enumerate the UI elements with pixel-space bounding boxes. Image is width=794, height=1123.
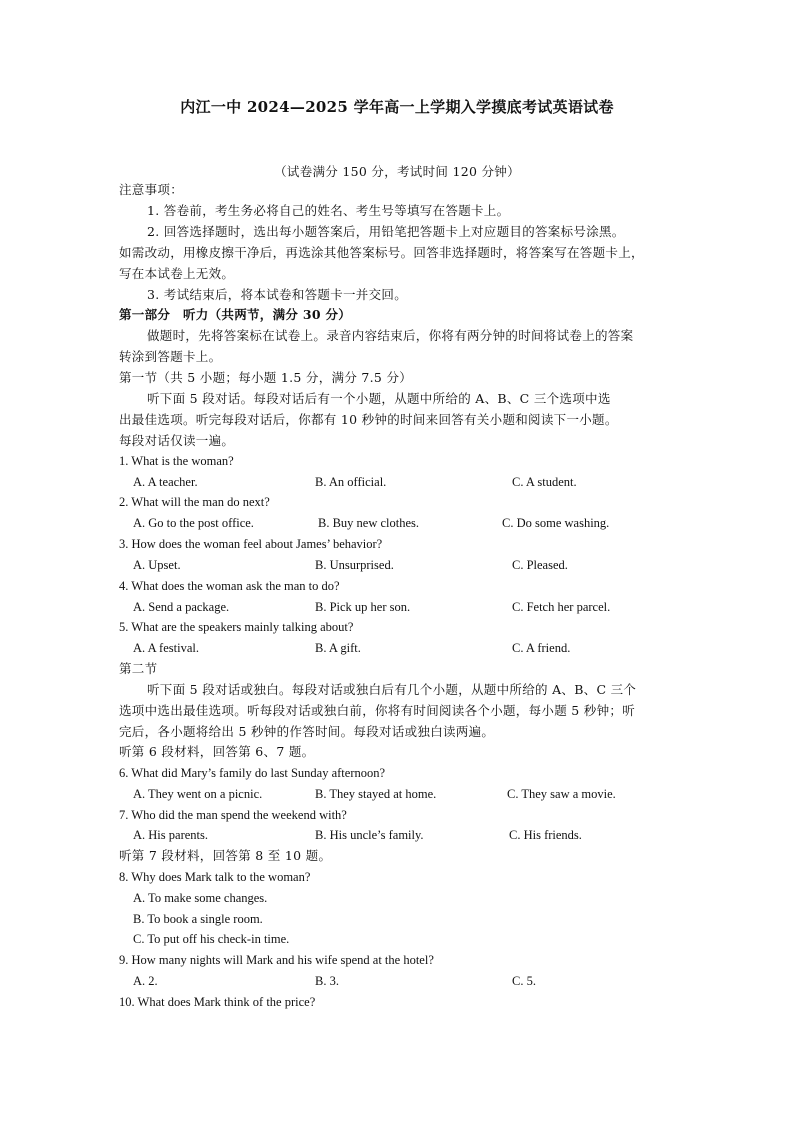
question-7: 7. Who did the man spend the weekend with? (119, 808, 347, 822)
question-3: 3. How does the woman feel about James’ behavior? (119, 537, 383, 551)
material-6-note: 听第 6 段材料，回答第 6、7 题。 (119, 744, 315, 759)
section1-instruction-line-2: 出最佳选项。听完每段对话后，你都有 10 秒钟的时间来回答有关小题和阅读下一小题。 (119, 412, 618, 427)
section1-instruction-line-3: 每段对话仅读一遍。 (119, 433, 235, 448)
question-2-option-a: A. Go to the post office. (133, 516, 254, 530)
part1-instruction-line-2: 转涂到答题卡上。 (119, 349, 222, 364)
part1-instruction-line-1: 做题时，先将答案标在试卷上。录音内容结束后，你将有两分钟的时间将试卷上的答案 (147, 328, 634, 343)
section2-instruction-line-3: 完后，各小题将给出 5 秒钟的作答时间。每段对话或独白读两遍。 (119, 724, 495, 739)
question-2-option-b: B. Buy new clothes. (318, 516, 420, 530)
question-2: 2. What will the man do next? (119, 495, 270, 509)
question-7-option-a: A. His parents. (133, 828, 208, 842)
question-4: 4. What does the woman ask the man to do? (119, 579, 340, 593)
question-10: 10. What does Mark think of the price? (119, 995, 316, 1009)
notice-item-3: 3. 考试结束后，将本试卷和答题卡一并交回。 (147, 287, 408, 302)
question-6-option-c: C. They saw a movie. (507, 787, 616, 801)
question-9-option-a: A. 2. (133, 974, 158, 988)
question-4-option-b: B. Pick up her son. (315, 600, 411, 614)
question-5: 5. What are the speakers mainly talking about? (119, 620, 354, 634)
question-9-option-c: C. 5. (512, 974, 536, 988)
question-7-option-c: C. His friends. (509, 828, 582, 842)
question-3-option-c: C. Pleased. (512, 558, 568, 572)
question-4-option-a: A. Send a package. (133, 600, 230, 614)
question-7-option-b: B. His uncle’s family. (315, 828, 424, 842)
question-1-option-c: C. A student. (512, 475, 577, 489)
question-1-option-a: A. A teacher. (133, 475, 198, 489)
section1-heading: 第一节（共 5 小题；每小题 1.5 分，满分 7.5 分） (119, 370, 413, 385)
question-9-option-b: B. 3. (315, 974, 339, 988)
question-1-option-b: B. An official. (315, 475, 387, 489)
question-8-option-b: B. To book a single room. (133, 912, 263, 926)
question-2-option-c: C. Do some washing. (502, 516, 610, 530)
question-5-option-a: A. A festival. (133, 641, 199, 655)
question-5-option-b: B. A gift. (315, 641, 361, 655)
notice-item-2-line-1: 2. 回答选择题时，选出每小题答案后，用铅笔把答题卡上对应题目的答案标号涂黑。 (147, 224, 625, 239)
exam-subtitle: （试卷满分 150 分，考试时间 120 分钟） (274, 164, 520, 179)
question-9: 9. How many nights will Mark and his wife spend at the hotel? (119, 953, 434, 967)
exam-title: 内江一中 2024—2025 学年高一上学期入学摸底考试英语试卷 (180, 98, 614, 116)
section1-instruction-line-1: 听下面 5 段对话。每段对话后有一个小题，从题中所给的 A、B、C 三个选项中选 (147, 391, 611, 406)
question-1: 1. What is the woman? (119, 454, 234, 468)
notice-item-2-line-2: 如需改动，用橡皮擦干净后，再选涂其他答案标号。回答非选择题时，将答案写在答题卡上， (119, 245, 644, 260)
question-8-option-a: A. To make some changes. (133, 891, 268, 905)
part1-heading: 第一部分 听力（共两节，满分 30 分） (119, 307, 352, 322)
question-5-option-c: C. A friend. (512, 641, 571, 655)
question-3-option-b: B. Unsurprised. (315, 558, 394, 572)
notice-item-2-line-3: 写在本试卷上无效。 (119, 266, 235, 281)
material-7-note: 听第 7 段材料，回答第 8 至 10 题。 (119, 848, 332, 863)
question-4-option-c: C. Fetch her parcel. (512, 600, 611, 614)
section2-instruction-line-2: 选项中选出最佳选项。听每段对话或独白前，你将有时间阅读各个小题，每小题 5 秒钟；听 (119, 703, 636, 718)
question-6-option-a: A. They went on a picnic. (133, 787, 263, 801)
section2-instruction-line-1: 听下面 5 段对话或独白。每段对话或独白后有几个小题，从题中所给的 A、B、C 三个 (147, 682, 637, 697)
question-8-option-c: C. To put off his check-in time. (133, 932, 290, 946)
question-6: 6. What did Mary’s family do last Sunday afternoon? (119, 766, 386, 780)
question-8: 8. Why does Mark talk to the woman? (119, 870, 311, 884)
question-6-option-b: B. They stayed at home. (315, 787, 437, 801)
question-3-option-a: A. Upset. (133, 558, 181, 572)
notice-heading: 注意事项： (119, 182, 184, 197)
notice-item-1: 1. 答卷前，考生务必将自己的姓名、考生号等填写在答题卡上。 (147, 203, 510, 218)
section2-heading: 第二节 (119, 661, 158, 676)
